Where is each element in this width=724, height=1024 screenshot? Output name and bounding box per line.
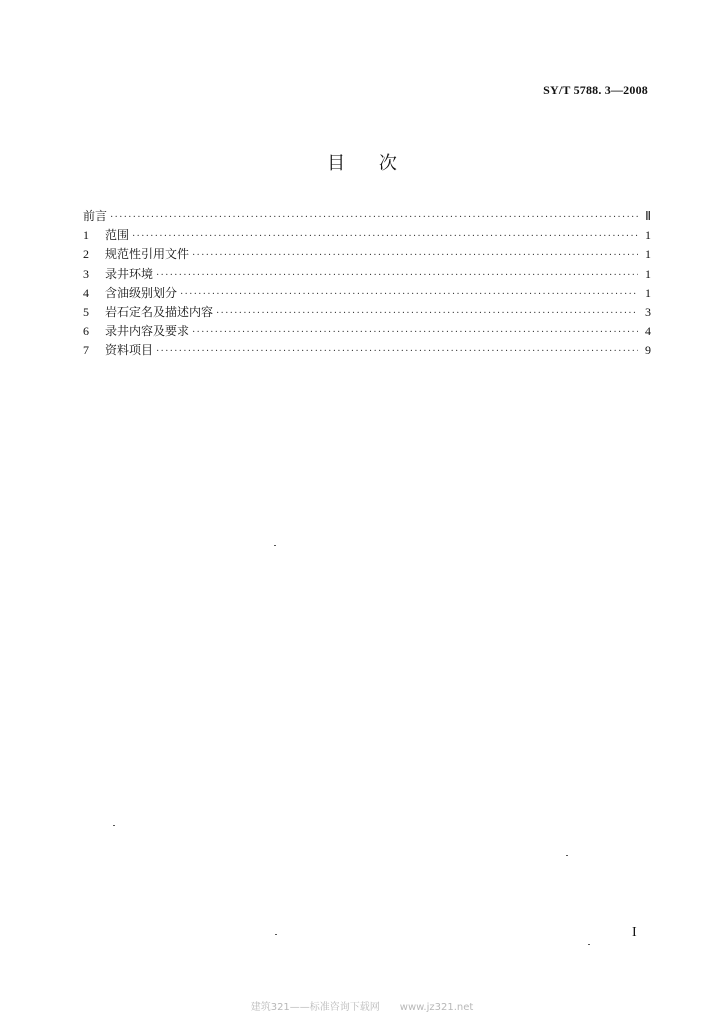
toc-entry[interactable] <box>83 265 651 284</box>
toc-entry-page: 9 <box>645 343 651 358</box>
toc-entry-label: 录井环境 <box>105 266 154 281</box>
toc-entry-page: 1 <box>645 228 651 243</box>
toc-entry-page: Ⅱ <box>645 209 651 223</box>
scan-speck <box>275 934 277 935</box>
scan-speck <box>274 545 276 546</box>
toc-entry[interactable] <box>83 341 651 360</box>
toc-entry-number: 2 <box>83 247 89 262</box>
toc-dot-leader <box>180 289 638 300</box>
toc-entry-number: 3 <box>83 266 89 281</box>
toc-entry-label: 岩石定名及描述内容 <box>105 304 214 319</box>
toc-dot-leader <box>216 308 638 319</box>
toc-entry-label: 规范性引用文件 <box>105 247 190 262</box>
toc-entry-label: 前言 <box>83 209 108 223</box>
watermark-text: 建筑321——标准咨询下载网 www.jz321.net <box>250 1002 474 1013</box>
toc-entry-page: 1 <box>645 247 651 262</box>
toc-entry-number: 4 <box>83 285 89 300</box>
toc-entry-label: 资料项目 <box>105 343 154 358</box>
page-number: I <box>632 925 637 940</box>
toc-entry-label: 录井内容及要求 <box>105 324 190 339</box>
toc-entry[interactable] <box>83 284 651 303</box>
toc-entry[interactable] <box>83 303 651 322</box>
toc-entry-label: 范围 <box>105 228 130 243</box>
toc-dot-leader <box>132 231 638 242</box>
toc-dot-leader <box>192 250 638 261</box>
toc-entry-page: 1 <box>645 266 651 281</box>
standard-number: SY/T 5788. 3—2008 <box>543 83 648 97</box>
toc-dot-leader <box>156 270 638 281</box>
toc-entry[interactable] <box>83 245 651 264</box>
scan-speck <box>566 855 568 856</box>
toc-entry-foreword[interactable] <box>83 207 651 226</box>
toc-entry[interactable] <box>83 226 651 245</box>
toc-dot-leader <box>110 212 638 223</box>
page-title: 目 次 <box>327 153 397 174</box>
toc-dot-leader <box>192 327 638 338</box>
toc-entry-number: 7 <box>83 343 89 358</box>
toc-entry-number: 1 <box>83 228 89 243</box>
toc-entry-number: 6 <box>83 324 89 339</box>
toc-entry-number: 5 <box>83 304 89 319</box>
toc-dot-leader <box>156 346 638 357</box>
scan-speck <box>588 944 590 945</box>
toc-entry-page: 4 <box>645 324 651 339</box>
toc-entry-page: 1 <box>645 285 651 300</box>
toc-entry-label: 含油级别划分 <box>105 285 178 300</box>
scan-speck <box>113 825 115 826</box>
toc-entry-page: 3 <box>645 304 651 319</box>
toc-entry[interactable] <box>83 322 651 341</box>
table-of-contents <box>83 207 651 361</box>
